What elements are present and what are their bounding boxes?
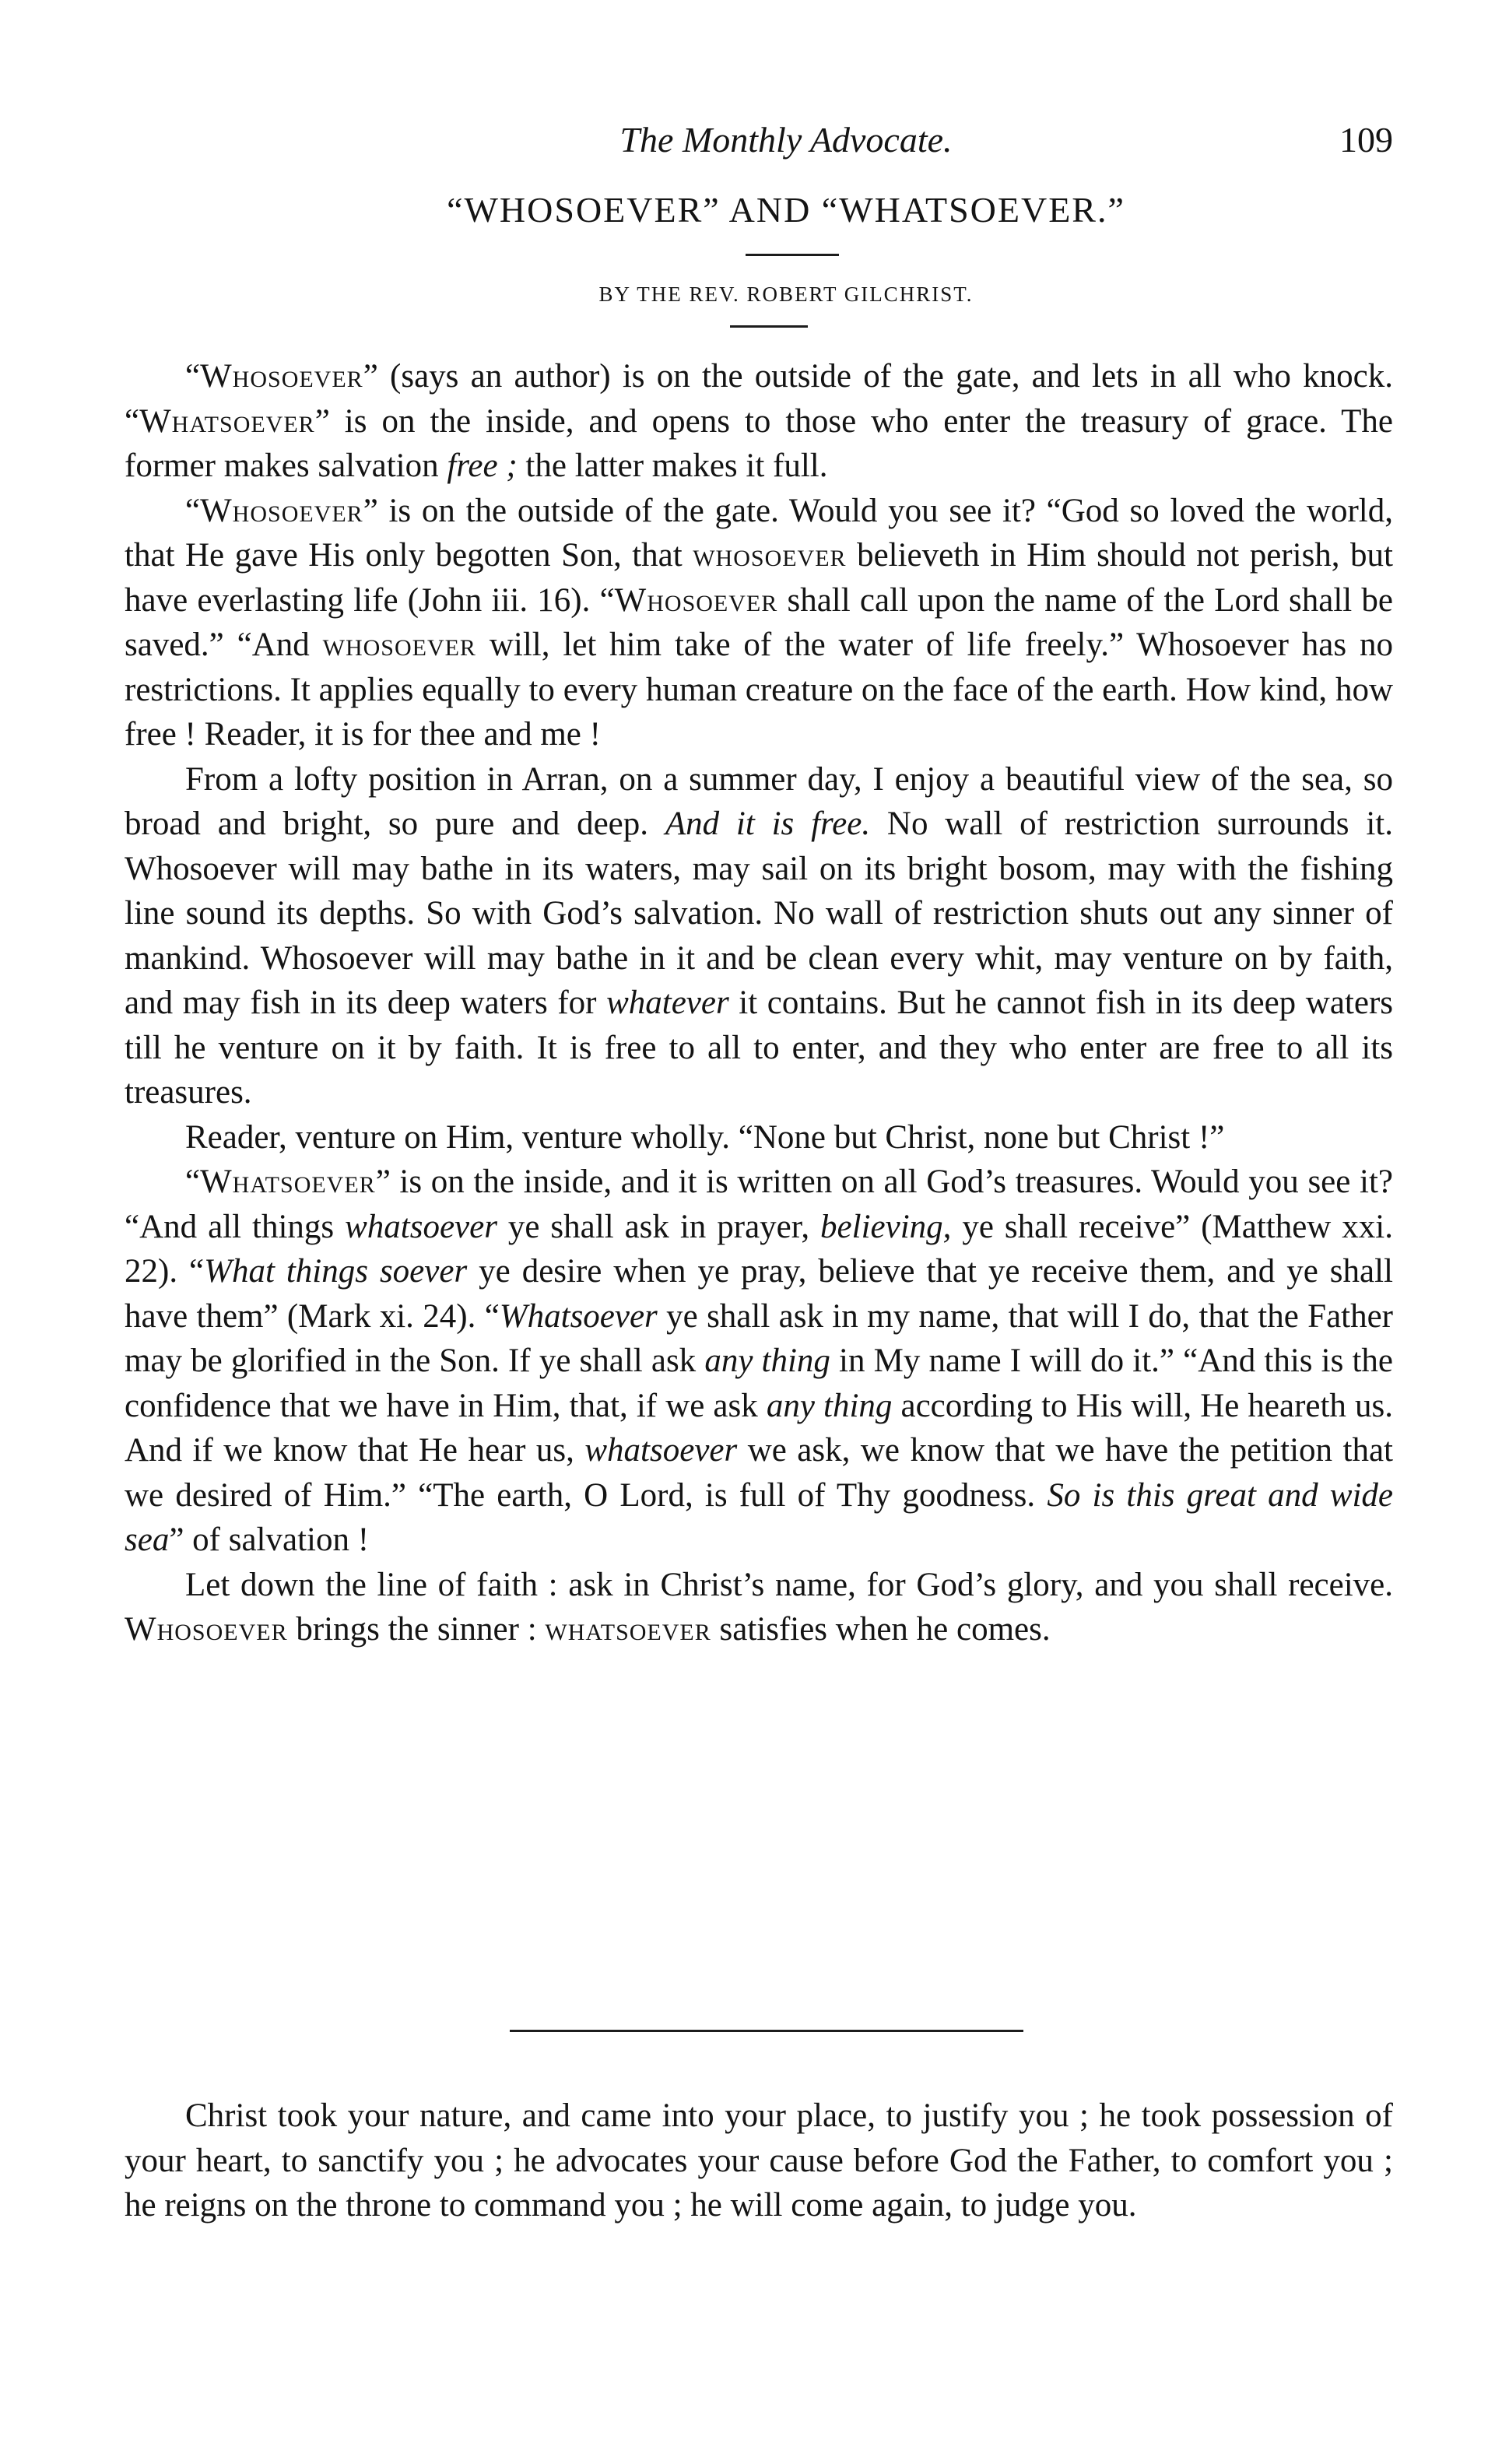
italic-run: believing, xyxy=(820,1208,952,1245)
byline-divider xyxy=(730,325,808,328)
text-run: No wall of restriction surrounds it. Whosoever will may bathe in its waters, may sail on its bright bosom, may with the fishing line sound its depths. So with God’s salvation. No wall of restriction shuts out any sinner of mankind. Whosoever will may bathe in it and be clean every whit, may venture on by faith, and may fish in its deep waters for xyxy=(125,806,1393,1021)
small-caps-run: whatsoever xyxy=(545,1611,711,1648)
text-run: will, let him take of the water of life freely.” Whosoever has no restrictions. It applies equally to every human creature on the face of the earth. How kind, how free ! Reader, it is for thee and me ! xyxy=(125,627,1393,753)
italic-run: And it is free. xyxy=(665,806,871,842)
running-head xyxy=(179,117,1393,171)
paragraph-5 xyxy=(125,1160,1393,1563)
text-run: ye shall ask in my name, that will I do, that the Father may be glorified in the Son. If ye shall ask xyxy=(125,1297,1394,1379)
italic-run: any thing xyxy=(704,1343,830,1379)
article-body xyxy=(125,354,1393,1652)
text-run: “ xyxy=(185,1164,201,1200)
small-caps-run: whosoever xyxy=(693,537,847,574)
title-divider xyxy=(746,254,839,256)
text-run: ” of salvation ! xyxy=(169,1522,370,1558)
small-caps-run: Whosoever xyxy=(200,358,363,395)
text-run: ” is on the inside, and opens to those who enter the treasury of grace. The former makes salvation xyxy=(125,402,1393,484)
text-run: ” (says an author) is on the outside of the gate, and lets in all who knock. “ xyxy=(125,358,1393,440)
text-run: the latter makes it full. xyxy=(517,448,828,484)
text-run: From a lofty position in Arran, on a summer day, I enjoy a beautiful view of the sea, so broad and bright, so pure and deep. xyxy=(125,760,1393,842)
closing-paragraph: Christ took your nature, and came into your place, to justify you ; he took possession of your heart, to sanctify you ; he advocates your cause before God the Father, to comfort you ; he reigns on the throne to command you ; he will come again, to judge you. xyxy=(125,2097,1393,2224)
paragraph-2 xyxy=(125,489,1393,757)
running-title: The Monthly Advocate. xyxy=(619,120,953,160)
text-run: satisfies when he comes. xyxy=(711,1611,1051,1648)
italic-run: whatever xyxy=(606,985,729,1021)
italic-run: What things soever xyxy=(204,1253,468,1290)
closing-passage xyxy=(125,2094,1393,2228)
italic-run: whatsoever xyxy=(584,1432,738,1469)
paragraph-1 xyxy=(125,354,1393,489)
article-title: “WHOSOEVER” AND “WHATSOEVER.” xyxy=(447,190,1125,230)
page-number: 109 xyxy=(1339,120,1393,160)
text-run: it contains. But he cannot fish in its deep waters till he venture on it by faith. It is free to all to enter, and they who enter are free to all its treasures. xyxy=(125,985,1393,1111)
italic-run: Whatsoever xyxy=(499,1297,658,1335)
text-run: in My name I will do it.” “And this is the confidence that we have in Him, that, if we ask xyxy=(125,1343,1393,1424)
paragraph-3 xyxy=(125,757,1393,1115)
small-caps-run: Whosoever xyxy=(614,581,778,619)
italic-run: So is this great and wide sea xyxy=(125,1476,1393,1558)
text-run: ye shall receive” (Matthew xxi. 22). “ xyxy=(125,1208,1394,1290)
text-run: according to His will, He heareth us. And if we know that He hear us, xyxy=(125,1387,1394,1469)
byline: BY THE REV. ROBERT GILCHRIST. xyxy=(598,283,974,306)
text-run: ye shall ask in prayer, xyxy=(497,1208,821,1245)
text-run: Let down the line of faith : ask in Christ’s name, for God’s glory, and you shall receive. xyxy=(185,1566,1393,1603)
text-run: believeth in Him should not perish, but have everlasting life (John iii. 16). “ xyxy=(125,537,1393,619)
section-divider xyxy=(510,2030,1023,2032)
text-run: Reader, venture on Him, venture wholly. “None but Christ, none but Christ !” xyxy=(185,1118,1225,1156)
text-run: brings the sinner : xyxy=(287,1611,546,1648)
text-run: ye desire when ye pray, believe that ye receive them, and ye shall have them” (Mark xi. 24). “ xyxy=(125,1253,1394,1335)
small-caps-run: Whatsoever xyxy=(200,1164,376,1200)
text-run: ” is on the outside of the gate. Would you see it? “God so loved the world, that He gave His only begotten Son, that xyxy=(125,492,1393,574)
small-caps-run: Whosoever xyxy=(200,492,363,529)
small-caps-run: Whatsoever xyxy=(139,402,315,440)
text-run: shall call upon the name of the Lord shall be saved.” “And xyxy=(125,581,1393,663)
text-run: “ xyxy=(185,358,201,395)
small-caps-run: whosoever xyxy=(322,627,476,663)
small-caps-run: Whosoever xyxy=(125,1611,288,1648)
italic-run: whatsoever xyxy=(345,1208,497,1245)
italic-run: free ; xyxy=(447,448,518,484)
paragraph-4 xyxy=(125,1115,1393,1160)
text-run: “ xyxy=(185,492,201,529)
text-run: we ask, we know that we have the petition that we desired of Him.” “The earth, O Lord, is full of Thy goodness. xyxy=(125,1432,1394,1514)
paragraph-6 xyxy=(125,1563,1393,1652)
italic-run: any thing xyxy=(766,1387,893,1424)
text-run: ” is on the inside, and it is written on all God’s treasures. Would you see it? “And all things xyxy=(125,1164,1393,1245)
